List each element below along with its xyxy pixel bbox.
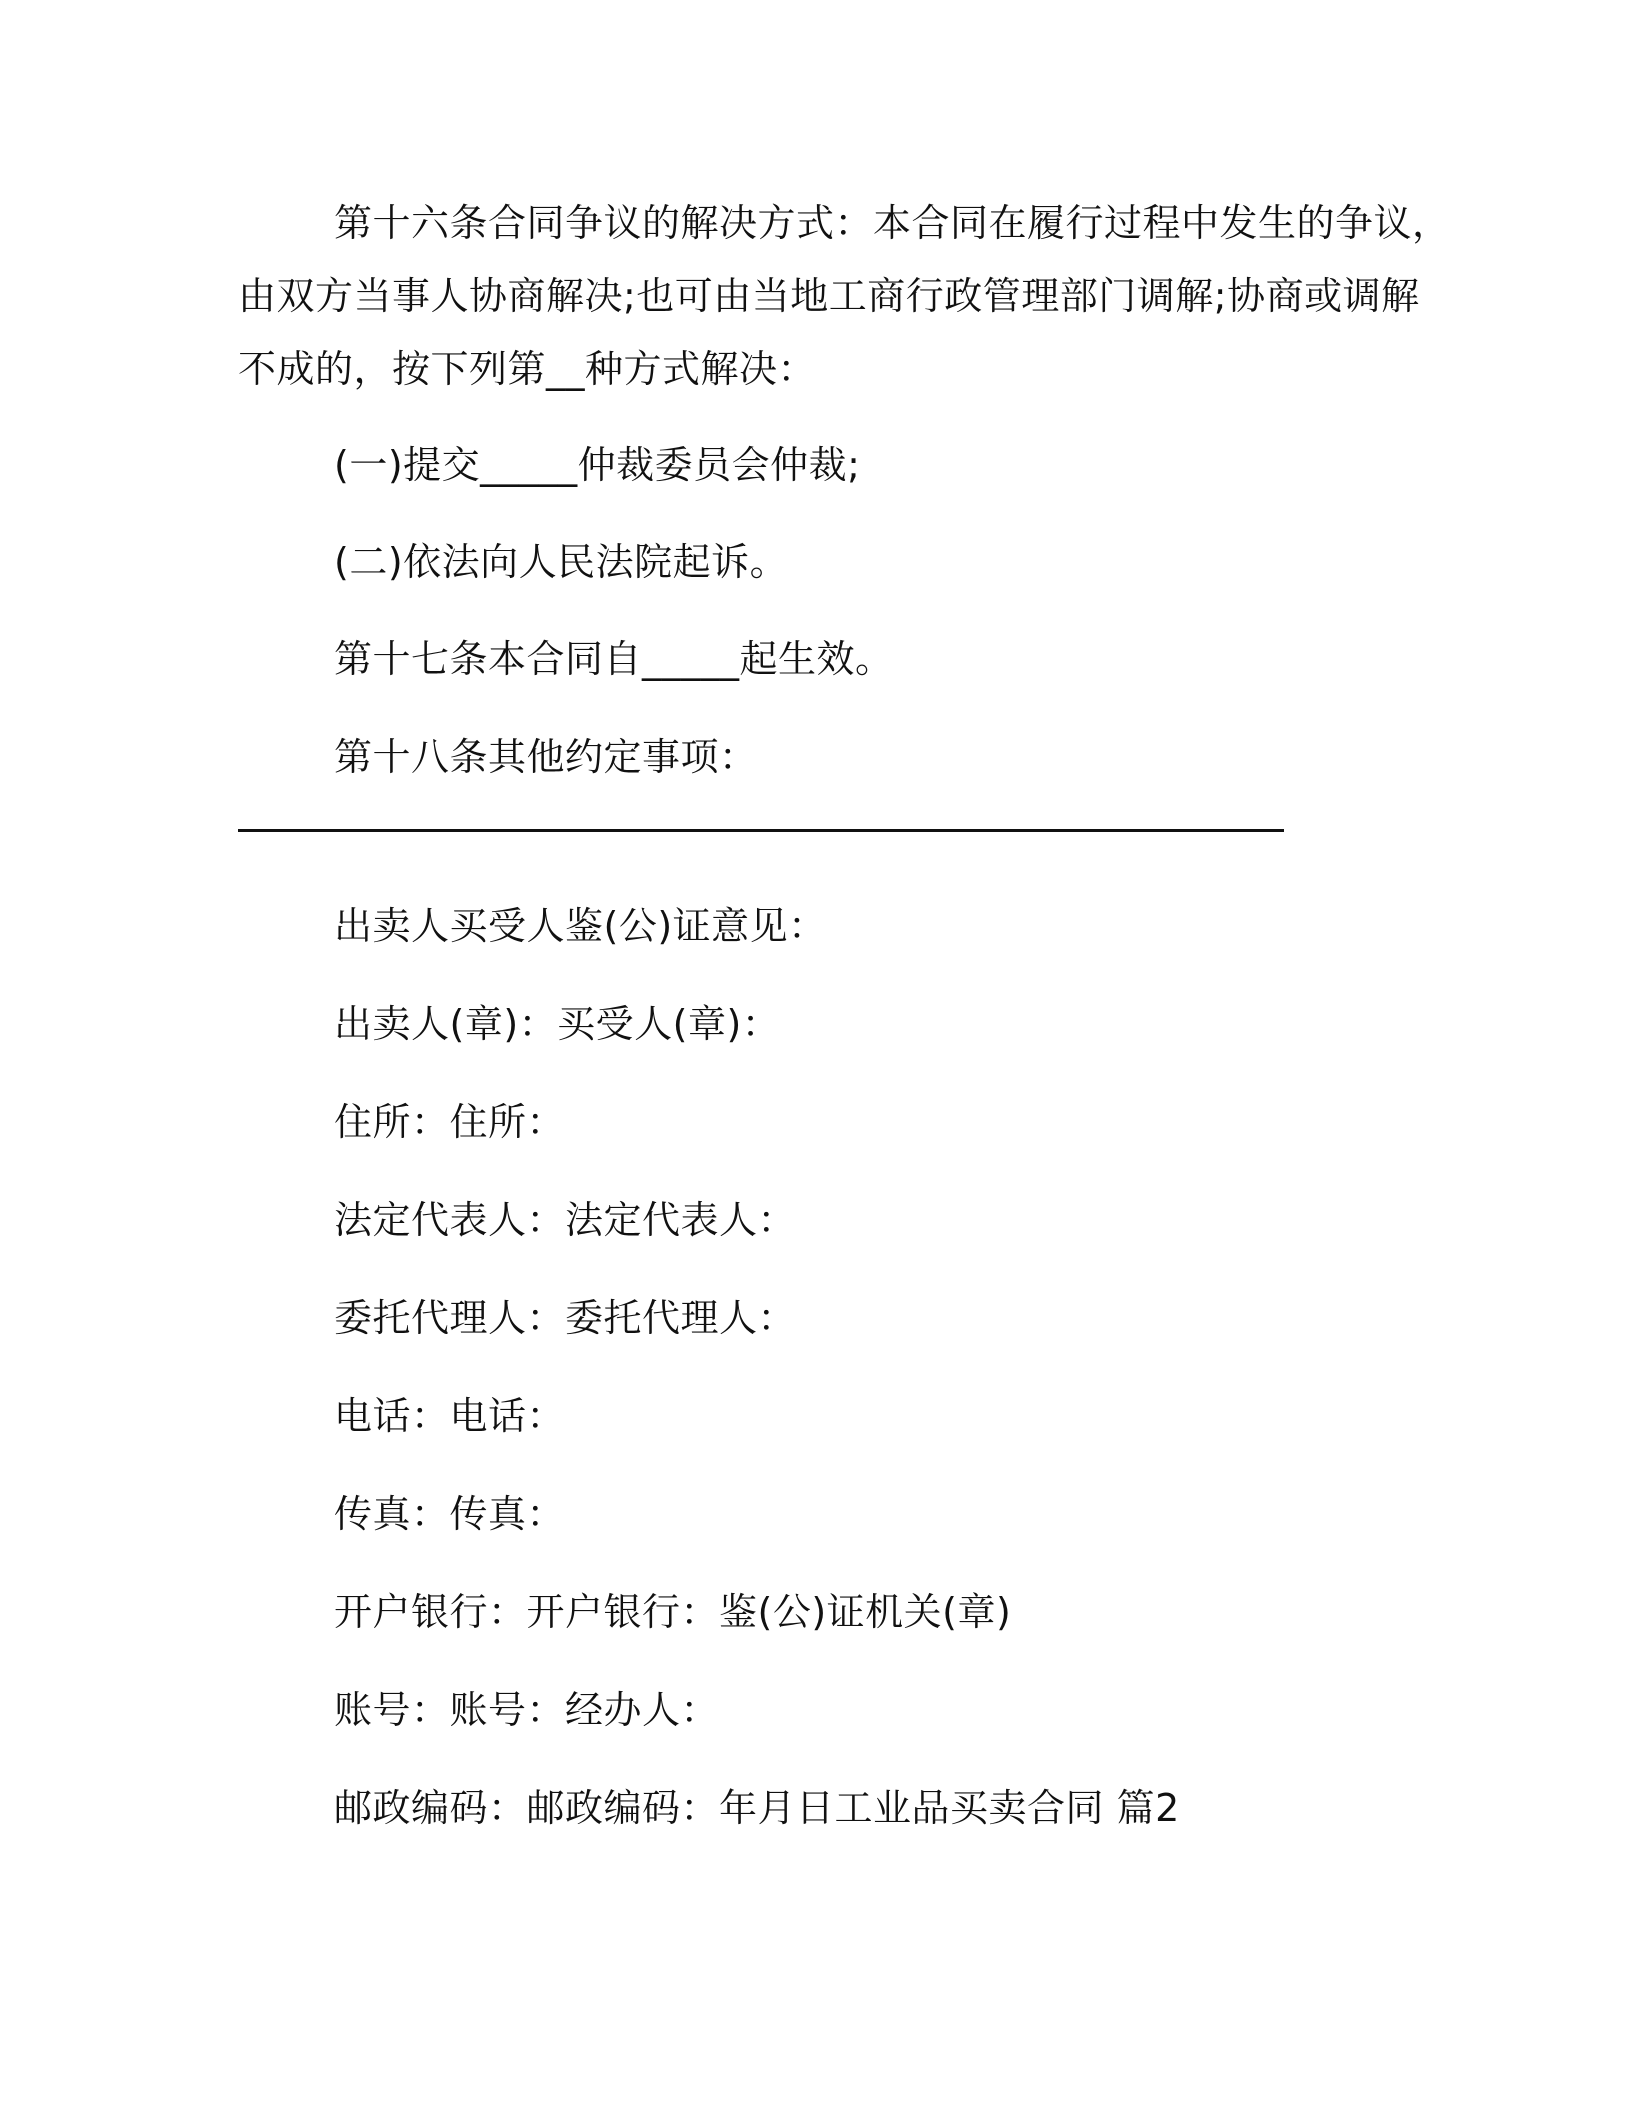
article-16-line-2: 由双方当事人协商解决;也可由当地工商行政管理部门调解;协商或调解	[238, 274, 1420, 318]
signature-line-1: 出卖人买受人鉴(公)证意见：	[334, 904, 827, 948]
signature-line-10: 邮政编码：邮政编码：年月日工业品买卖合同 篇2	[334, 1786, 1180, 1830]
other-terms-fill-line	[238, 829, 1284, 832]
dispute-option-2: (二)依法向人民法院起诉。	[334, 540, 789, 584]
signature-line-6: 电话：电话：	[334, 1394, 566, 1438]
signature-line-5: 委托代理人：委托代理人：	[334, 1296, 797, 1340]
signature-line-8: 开户银行：开户银行：鉴(公)证机关(章)	[334, 1590, 1012, 1634]
signature-line-4: 法定代表人：法定代表人：	[334, 1198, 797, 1242]
signature-line-9: 账号：账号：经办人：	[334, 1688, 720, 1732]
signature-line-3: 住所：住所：	[334, 1100, 566, 1144]
signature-line-7: 传真：传真：	[334, 1492, 566, 1536]
article-18: 第十八条其他约定事项：	[334, 735, 758, 779]
article-16-line-3: 不成的，按下列第__种方式解决：	[238, 347, 817, 391]
article-16-line-1: 第十六条合同争议的解决方式：本合同在履行过程中发生的争议，	[334, 201, 1451, 245]
signature-line-2: 出卖人(章)：买受人(章)：	[334, 1002, 781, 1046]
dispute-option-1: (一)提交_____仲裁委员会仲裁;	[334, 443, 861, 487]
article-17: 第十七条本合同自_____起生效。	[334, 637, 894, 681]
